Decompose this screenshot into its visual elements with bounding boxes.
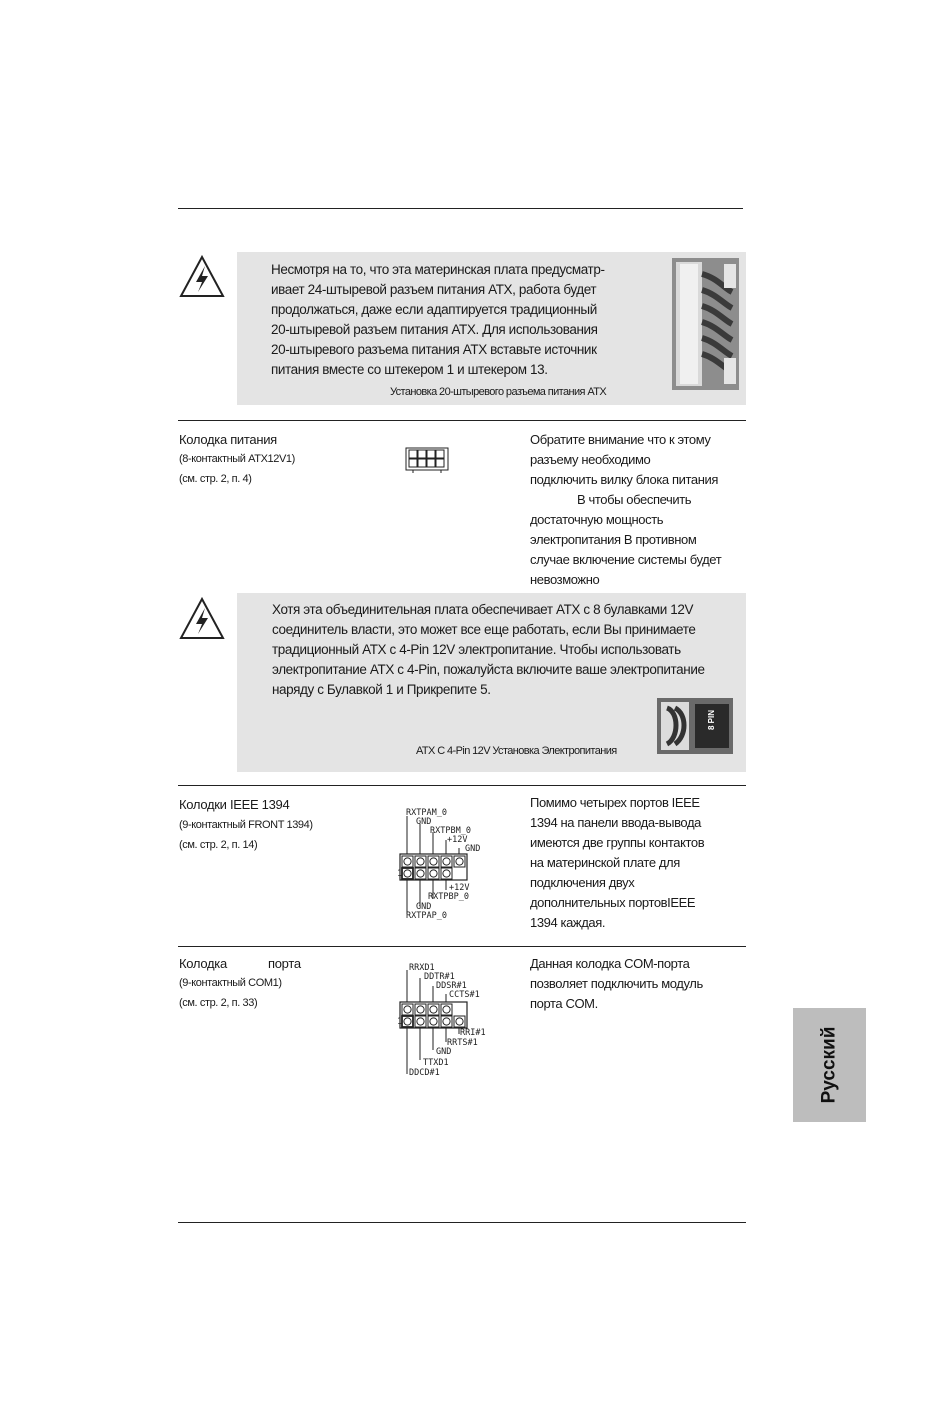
pin-label: RRXD1 <box>409 963 435 973</box>
atx-8pin-photo <box>657 698 733 754</box>
power-desc-line: подключить вилку блока питания <box>530 472 718 487</box>
ieee-desc-line: Помимо четырех портов IEEE <box>530 795 700 810</box>
note-box-atx-4pin <box>237 593 746 772</box>
pin-label: RRI#1 <box>460 1028 486 1038</box>
pin-label: +12V <box>447 835 468 845</box>
note-line: питания вместе со штекером 1 и штекером 13. <box>271 362 548 377</box>
ieee-desc-line: 1394 каждая. <box>530 915 606 930</box>
note-line: 20-штыревой разъем питания ATX. Для использования <box>271 322 598 337</box>
note-line: Хотя эта объединительная плата обеспечивает ATX с 8 булавками 12V <box>272 602 694 617</box>
ieee-desc-line: имеются две группы контактов <box>530 835 705 850</box>
power-desc-line: разъему необходимо <box>530 452 651 467</box>
note-line: продолжаться, даже если адаптируется традиционный <box>271 302 597 317</box>
note-line: ивает 24-штыревой разъем питания ATX, работа будет <box>271 282 597 297</box>
pin1-marker: 1 <box>397 1017 403 1027</box>
atx12v-connector-diagram <box>405 447 449 473</box>
top-rule <box>178 208 743 209</box>
power-desc-line: невозможно <box>530 572 600 587</box>
com-header-title-part2: порта <box>268 956 301 971</box>
power-desc-line: электропитания В противном <box>530 532 697 547</box>
com-header-type: (9-контактный COM1) <box>179 977 282 989</box>
warning-icon <box>178 596 226 642</box>
language-tab <box>793 1008 866 1122</box>
pin1-marker: 1 <box>397 869 403 879</box>
pin-label: +12V <box>449 883 470 893</box>
note-line: традиционный ATX с 4-Pin 12V электропитание. Чтобы использовать <box>272 642 681 657</box>
ieee-header-type: (9-контактный FRONT 1394) <box>179 819 313 831</box>
ieee-desc-line: дополнительных портовIEEE <box>530 895 696 910</box>
note-line: наряду с Булавкой 1 и Прикрепите 5. <box>272 682 491 697</box>
note-line: соединитель власти, это может все еще работать, если Вы принимаете <box>272 622 696 637</box>
section-rule <box>178 785 746 786</box>
power-header-title: Колодка питания <box>179 432 277 447</box>
power-desc-line: Обратите внимание что к этому <box>530 432 711 447</box>
ieee-desc-line: подключения двух <box>530 875 635 890</box>
power-desc-line: случае включение системы будет <box>530 552 722 567</box>
warning-icon <box>178 254 226 300</box>
ieee-desc-line: на материнской плате для <box>530 855 680 870</box>
pin-label: RXTPAP_0 <box>406 911 447 921</box>
pin-label: GND <box>436 1047 452 1057</box>
power-header-ref: (см. стр. 2, п. 4) <box>179 473 252 485</box>
bottom-rule <box>178 1222 746 1223</box>
section-rule <box>178 946 746 947</box>
note-caption: ATX С 4-Pin 12V Установка Электропитания <box>416 745 617 757</box>
photo-label: 8 PIN <box>707 709 716 730</box>
pin-label: RXTPBM_0 <box>430 826 471 836</box>
power-header-type: (8-контактный ATX12V1) <box>179 453 295 465</box>
note-line: 20-штыревого разъема питания ATX вставьте источник <box>271 342 597 357</box>
pin-label: GND <box>416 902 432 912</box>
pin-label: RXTPBP_0 <box>428 892 469 902</box>
pin-label: GND <box>465 844 481 854</box>
ieee-header-title: Колодки IEEE 1394 <box>179 797 290 812</box>
ieee-desc-line: 1394 на панели ввода-вывода <box>530 815 701 830</box>
com-header-ref: (см. стр. 2, п. 33) <box>179 997 258 1009</box>
pin-label: DDSR#1 <box>436 981 467 991</box>
note-box-atx24 <box>237 252 746 405</box>
power-desc-line: достаточную мощность <box>530 512 664 527</box>
note-caption: Установка 20-штыревого разъема питания ATX <box>390 386 607 398</box>
com-desc-line: порта COM. <box>530 996 598 1011</box>
power-desc-line: В чтобы обеспечить <box>577 492 692 507</box>
section-rule <box>178 420 746 421</box>
language-tab-label: Русский <box>818 1026 840 1104</box>
com-desc-line: Данная колодка COM-порта <box>530 956 690 971</box>
pin-label: RRTS#1 <box>447 1038 478 1048</box>
pin-label: TTXD1 <box>423 1058 449 1068</box>
pin-label: GND <box>416 817 432 827</box>
ieee-header-ref: (см. стр. 2, п. 14) <box>179 839 258 851</box>
com-header-title-part1: Колодка <box>179 956 227 971</box>
atx-20pin-photo <box>672 258 739 390</box>
pin-label: RXTPAM_0 <box>406 808 447 818</box>
pin-label: CCTS#1 <box>449 990 480 1000</box>
com-desc-line: позволяет подключить модуль <box>530 976 703 991</box>
pin-label: DDCD#1 <box>409 1068 440 1078</box>
note-line: Несмотря на то, что эта материнская плата предусматр- <box>271 262 605 277</box>
pin-label: DDTR#1 <box>424 972 455 982</box>
note-line: электропитание ATX с 4-Pin, пожалуйста включите ваше электропитание <box>272 662 705 677</box>
